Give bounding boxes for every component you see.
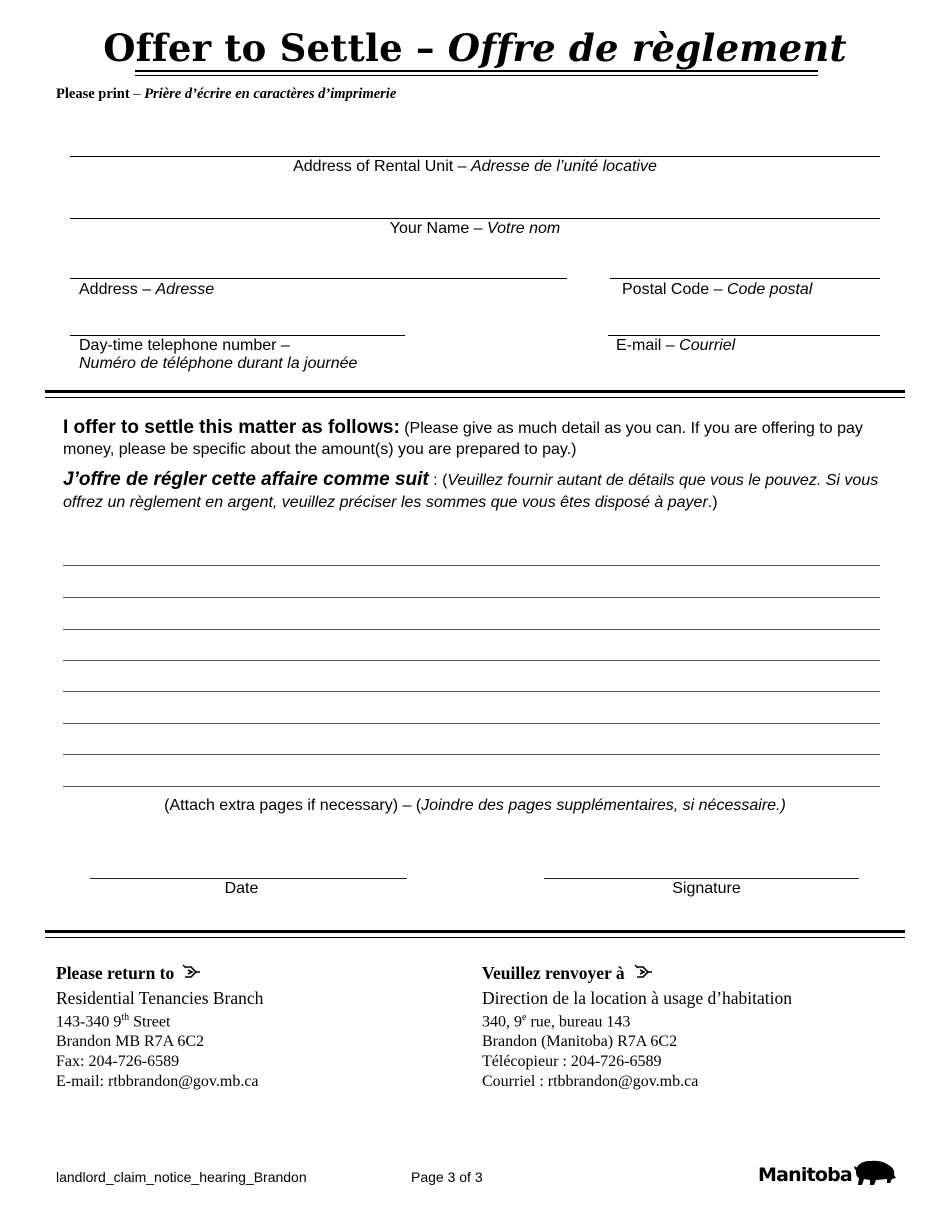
- address-line[interactable]: [70, 278, 567, 279]
- org-en: Residential Tenancies Branch: [56, 988, 264, 1008]
- date-label: Date: [224, 880, 259, 897]
- section-divider: [45, 390, 905, 398]
- name-line[interactable]: [70, 218, 880, 219]
- offer-line[interactable]: [63, 565, 880, 566]
- return-address-fr: [482, 963, 902, 1092]
- email-fr[interactable]: Courriel : rtbbrandon@gov.mb.ca: [482, 1073, 699, 1091]
- signature-label: Signature: [672, 880, 741, 897]
- rental-unit-line[interactable]: [70, 156, 880, 157]
- city-en: Brandon MB R7A 6C2: [56, 1033, 205, 1051]
- date-line[interactable]: [90, 878, 407, 879]
- signature-line[interactable]: [544, 878, 859, 879]
- address-label: Address – Adresse: [79, 281, 215, 298]
- offer-line[interactable]: [63, 723, 880, 724]
- org-fr: Direction de la location à usage d’habitation: [482, 988, 793, 1008]
- logo-wordmark: Manitoba: [758, 1164, 852, 1186]
- offer-line[interactable]: [63, 754, 880, 755]
- phone-line[interactable]: [70, 335, 405, 336]
- offer-instructions-en: I offer to settle this matter as follows: (Please give as much detail as you can. If you are offering to pay money, please be specific about the amount(s) you are prepared to pay.): [63, 417, 863, 458]
- postal-code-label: Postal Code – Code postal: [622, 281, 813, 298]
- footer-divider: [45, 930, 905, 938]
- offer-line[interactable]: [63, 597, 880, 598]
- offer-instructions-fr: J’offre de régler cette affaire comme suit : (Veuillez fournir autant de détails que vous le pouvez. Si vous offrez un règlement en argent, veuillez préciser les sommes que vous êtes disposé à payer.): [63, 469, 879, 511]
- return-address-en: [56, 963, 446, 1092]
- return-arrow-icon: [182, 964, 202, 980]
- fax-fr: Télécopieur : 204-726-6589: [482, 1053, 662, 1071]
- email-label: E-mail – Courriel: [616, 337, 736, 354]
- page-title: Offer to Settle – Offre de règlement: [103, 26, 847, 70]
- return-heading-en: Please return to: [56, 963, 446, 983]
- phone-label: Day-time telephone number – Numéro de téléphone durant la journée: [79, 337, 358, 372]
- street-en: 143-340 9th Street: [56, 1012, 171, 1031]
- email-en[interactable]: E-mail: rtbbrandon@gov.mb.ca: [56, 1073, 259, 1091]
- street-fr: 340, 9e rue, bureau 143: [482, 1012, 631, 1031]
- form-id: landlord_claim_notice_hearing_Brandon: [56, 1169, 307, 1185]
- return-heading-fr: Veuillez renvoyer à: [482, 963, 902, 983]
- postal-code-line[interactable]: [610, 278, 880, 279]
- offer-line[interactable]: [63, 629, 880, 630]
- fax-en: Fax: 204-726-6589: [56, 1053, 180, 1071]
- name-label: Your Name – Votre nom: [389, 220, 561, 237]
- city-fr: Brandon (Manitoba) R7A 6C2: [482, 1033, 678, 1051]
- manitoba-logo: [758, 1158, 898, 1192]
- return-arrow-icon: [634, 964, 654, 980]
- offer-line[interactable]: [63, 660, 880, 661]
- print-note: Please print – Prière d’écrire en caractères d’imprimerie: [56, 86, 397, 102]
- offer-line[interactable]: [63, 691, 880, 692]
- attach-note: (Attach extra pages if necessary) – (Joindre des pages supplémentaires, si nécessaire.): [164, 797, 786, 814]
- bison-icon: [852, 1158, 898, 1188]
- email-line[interactable]: [608, 335, 880, 336]
- page-number: Page 3 of 3: [411, 1169, 483, 1185]
- title-underline: [135, 70, 818, 76]
- offer-line[interactable]: [63, 786, 880, 787]
- rental-unit-label: Address of Rental Unit – Adresse de l’unité locative: [293, 158, 657, 175]
